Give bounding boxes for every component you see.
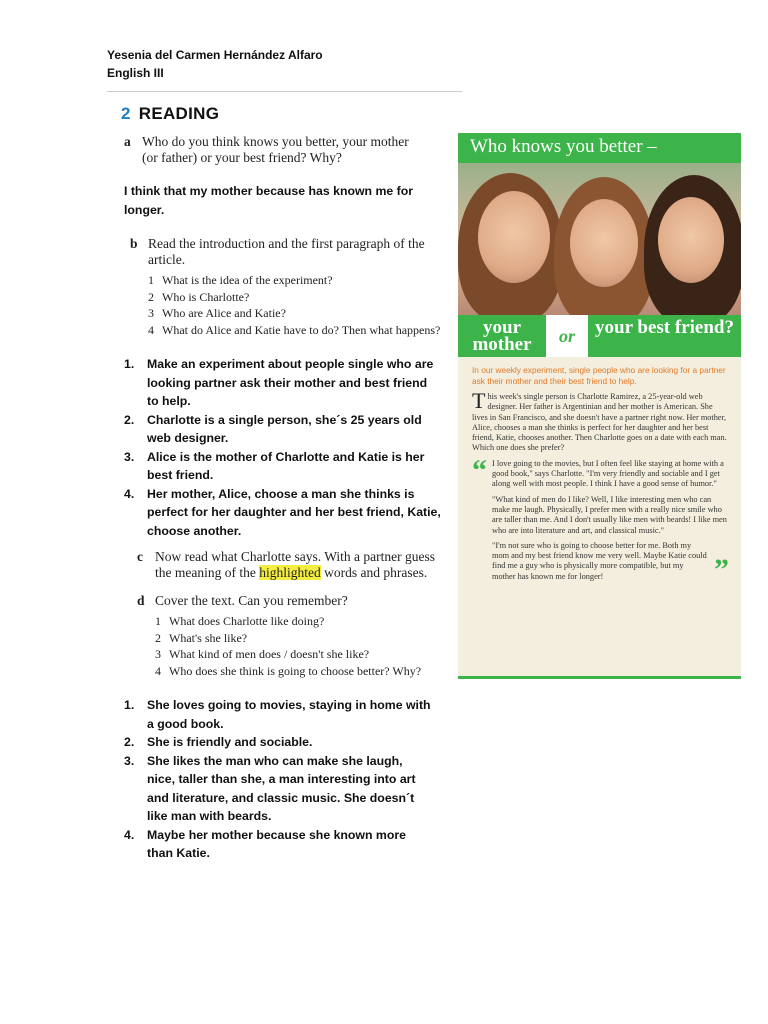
drop-cap: T (472, 388, 486, 413)
section-name: READING (138, 104, 220, 123)
question-a (124, 134, 424, 166)
question-d-list (155, 613, 449, 679)
question-a-letter: a (124, 134, 131, 149)
face-shape (570, 199, 638, 287)
question-c-text: Now read what Charlotte says. With a partner guess the meaning of the (155, 549, 436, 580)
article-title: Who knows you better – (458, 133, 741, 163)
list-item: 3 Who are Alice and Katie? (148, 306, 286, 320)
question-c: c Now read what Charlotte says. With a partner guess the meaning of the highlighted words and phrases. (137, 549, 436, 580)
label-or: or (558, 326, 575, 346)
list-item: 1. Make an experiment about people single who are looking partner ask their mother and best friend to help. (124, 357, 434, 408)
list-item: 2 Who is Charlotte? (148, 289, 250, 304)
highlighted-word: highlighted (259, 565, 321, 580)
label-your-mother: your mother (458, 315, 546, 357)
list-item: 4. Her mother, Alice, choose a man she thinks is perfect for her daughter and her best friend, Katie, choose another. (124, 486, 441, 538)
quote-paragraph: "I'm not sure who is going to choose better for me. Both my mom and my best friend know me very well. Maybe Katie could find me a guy who is physically more compatible, but my mother has known me for longer! (492, 540, 707, 581)
course-name: English III (107, 66, 164, 80)
face-shape (658, 197, 724, 283)
list-item: 1 What is the idea of the experiment? (148, 273, 333, 287)
header-divider (107, 91, 462, 92)
question-b-text: Read the introduction and the first paragraph of the article. (148, 236, 425, 267)
open-quote-icon: “ (472, 453, 487, 487)
question-a-text: Who do you think knows you better, your mother (or father) or your best friend? Why? (142, 134, 409, 165)
list-item: 3 What kind of men does / doesn't she like? (155, 647, 370, 661)
title-band (458, 315, 741, 357)
list-item: 2. She is friendly and sociable. (124, 735, 313, 749)
list-item: 1 What does Charlotte like doing? (155, 614, 325, 628)
answer-a: I think that my mother because has known me for longer. (124, 184, 414, 217)
section-title (121, 104, 219, 124)
question-d (137, 593, 449, 679)
charlotte-quote (472, 453, 729, 587)
author-name: Yesenia del Carmen Hernández Alfaro (107, 48, 323, 62)
close-quote-icon: ” (714, 553, 729, 587)
question-c-letter: c (137, 549, 143, 564)
question-b-list (148, 272, 455, 338)
list-item: 2. Charlotte is a single person, she´s 25 years old web designer. (124, 412, 422, 445)
list-item: 2 What's she like? (155, 630, 248, 645)
document-header (107, 46, 323, 82)
section-number: 2 (121, 104, 131, 123)
list-item: 3. She likes the man who can make she laugh, nice, taller than she, a man interesting into art and literature, and classic music. She doesn´t like man with beards. (124, 753, 416, 823)
question-d-letter: d (137, 593, 145, 608)
list-item: 4 Who does she think is going to choose better? Why? (155, 663, 422, 678)
photo-three-women (458, 163, 741, 315)
article-intro: In our weekly experiment, single people who are looking for a partner ask their mother and their best friend to help. (472, 365, 726, 386)
article-panel (458, 133, 741, 679)
answers-b (124, 355, 442, 540)
list-item: 1. She loves going to movies, staying in home with a good book. (124, 698, 431, 731)
article-body (458, 357, 741, 587)
face-shape (478, 191, 550, 283)
label-best-friend: your best friend? (588, 315, 741, 357)
list-item: 4 What do Alice and Katie have to do? Then what happens? (148, 322, 441, 337)
question-b-letter: b (130, 236, 138, 251)
article-paragraph: This week's single person is Charlotte Ramirez, a 25-year-old web designer. Her father is Argentinian and her mother is American. She lives in San Francisco, and she doesn't have a partner right now. Her mother, Alice, chooses a man she thinks is perfect for her daughter and her best friend, Katie, chooses another. Then Charlotte goes on a date with each man. Which one does she prefer? (472, 388, 727, 453)
quote-paragraph: "What kind of men do I like? Well, I like interesting men who can make me laugh. Physically, I prefer men with a really nice smile who are taller than me. And I don't usually like men with beards! I like men who are into literature and art, and classical music." (492, 494, 727, 535)
quote-paragraph: I love going to the movies, but I often feel like staying at home with a good book," says Charlotte. "I'm very friendly and sociable and I get along well with most people. I think I have a good sense of humor." (492, 458, 724, 489)
list-item: 3. Alice is the mother of Charlotte and Katie is her best friend. (124, 449, 425, 482)
question-b (130, 236, 455, 338)
answers-d (124, 696, 432, 863)
question-d-text: Cover the text. Can you remember? (155, 593, 348, 608)
list-item: 4. Maybe her mother because she known more than Katie. (124, 827, 406, 860)
